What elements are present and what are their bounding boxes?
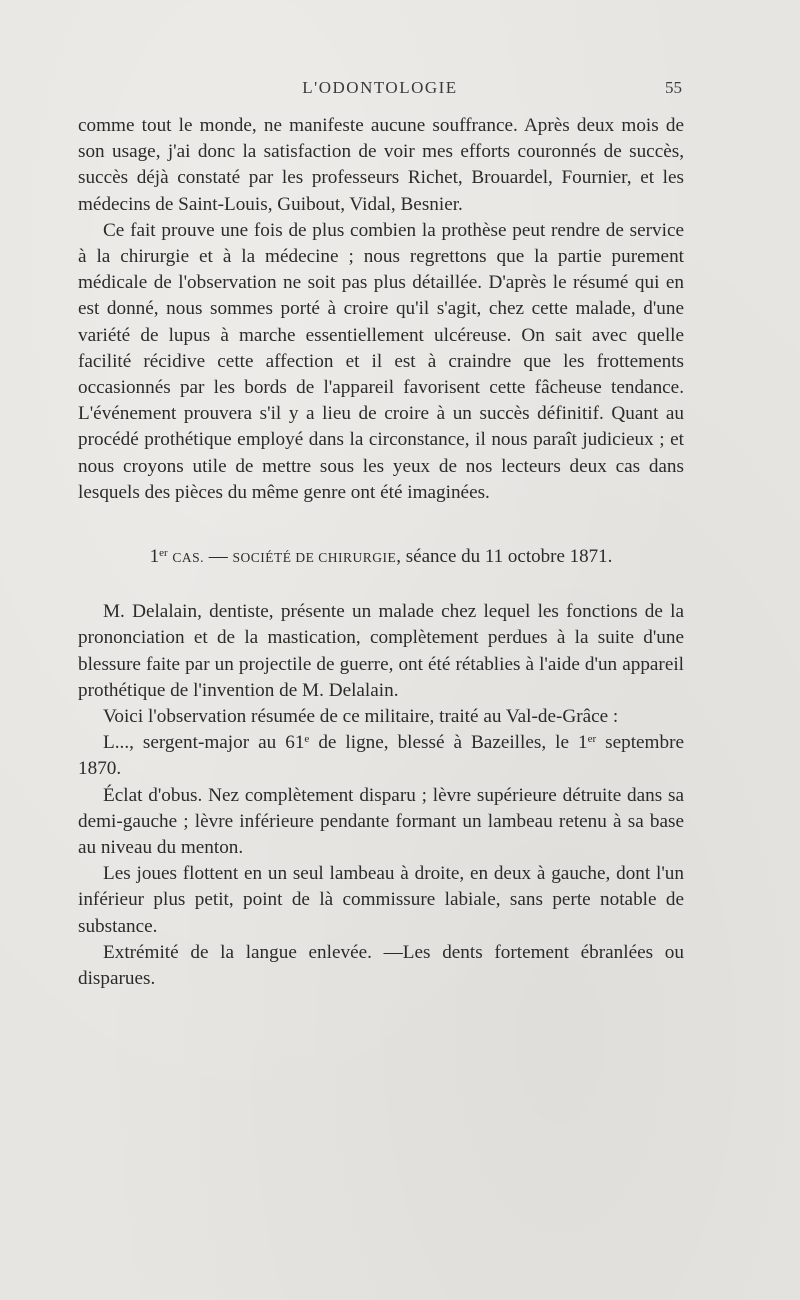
paragraph-5-middle: de ligne, blessé à Bazeilles, le 1: [309, 732, 588, 754]
paragraph-2: Ce fait prouve une fois de plus combien la prothèse peut rendre de service à la chirurgie et à la médecine ; nous regrettons que la partie purement médicale de l'observation ne soit pas plus détaillée. D'après le résumé qui en est donné, nous sommes porté à croire qu'il s'agit, chez cette malade, d'une variété de lupus à marche essentiellement ulcéreuse. On sait avec quelle facilité récidive cette affection et il est à craindre que les frottements occasionnés par les bords de l'appareil favorisent cette fâcheuse tendance. L'événement prouvera s'il y a lieu de croire à un succès définitif. Quant au procédé prothétique employé dans la circonstance, il nous paraît judicieux ; et nous croyons utile de mettre sous les yeux de nos lecteurs deux cas dans lesquels des pièces du même genre ont été imaginées.: [78, 219, 684, 503]
page-number: 55: [665, 78, 682, 97]
case-number-superscript: er: [159, 547, 168, 560]
body-text: [78, 113, 684, 992]
paragraph-5-start: L..., sergent-major au 61: [103, 732, 305, 754]
date-superscript: er: [587, 733, 597, 746]
case-label: CAS.: [172, 550, 205, 566]
session-date: , séance du 11 octobre 1871.: [396, 546, 613, 568]
paragraph-5-end: septembre 1870.: [78, 732, 684, 780]
paragraph-4: Voici l'observation résumée de ce militaire, traité au Val-de-Grâce :: [103, 706, 619, 728]
running-title: L'ODONTOLOGIE: [302, 78, 458, 97]
paragraph-5: [78, 730, 684, 782]
paragraph-3: M. Delalain, dentiste, présente un malade chez lequel les fonctions de la prononciation et de la mastication, complètement perdues à la suite d'une blessure faite par un projectile de guerre, ont été rétablies à l'aide d'un appareil prothétique de l'invention de M. Delalain.: [78, 601, 684, 701]
section-heading: [78, 544, 684, 571]
heading-dash: —: [204, 546, 233, 568]
paragraph-8: Extrémité de la langue enlevée. —Les dents fortement ébranlées ou disparues.: [78, 941, 684, 990]
paragraph-1: comme tout le monde, ne manifeste aucune souffrance. Après deux mois de son usage, j'ai donc la satisfaction de voir mes efforts couronnés de succès, succès déjà constaté par les professeurs Richet, Brouardel, Fournier, et les médecins de Saint-Louis, Guibout, Vidal, Besnier.: [78, 115, 684, 215]
paragraph-7: Les joues flottent en un seul lambeau à droite, en deux à gauche, dont l'un inférieur plus petit, point de là commissure labiale, sans perte notable de substance.: [78, 863, 684, 937]
case-number: 1: [149, 546, 160, 568]
running-head: [78, 78, 682, 100]
paragraph-6: Éclat d'obus. Nez complètement disparu ; lèvre supérieure détruite dans sa demi-gauche ; lèvre inférieure pendante formant un lambeau retenu à sa base au niveau du menton.: [78, 784, 684, 859]
regiment-superscript: e: [304, 733, 310, 746]
society-name: SOCIÉTÉ DE CHIRURGIE: [232, 550, 397, 566]
